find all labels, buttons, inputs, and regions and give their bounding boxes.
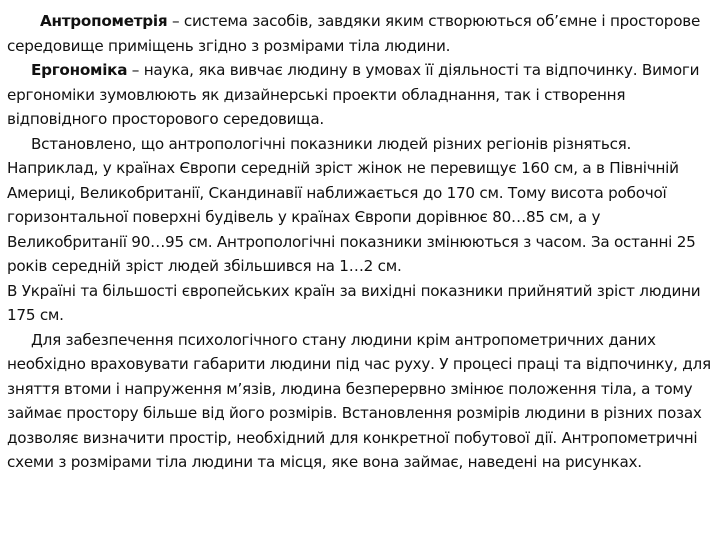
paragraph-ergonomics [7, 58, 714, 132]
paragraph-movement-space [7, 328, 714, 475]
paragraph-ukraine-height: В Україні та більшості європейських країн за вихідні показники прийнятий зріст людини 175 см. [7, 281, 701, 324]
paragraph-anthropometry [7, 9, 714, 58]
term-anthropometry: Антропометрія [40, 12, 168, 30]
paragraph-regional-differences [7, 132, 714, 279]
paragraph-movement-space-text: Для забезпечення психологічного стану людини крім антропометричних даних необхідно враховувати габарити людини під час руху. У процесі праці та відпочинку, для зняття втоми і напруження м’язів, людина безперервно змінює положення тіла, а тому займає простору більше від його розмірів. Встановлення розмірів людини в різних позах дозволяє визначити простір, необхідний для конкретної побутової дії. Антропометричні схеми з розмірами тіла людини та місця, яке вона займає, наведені на рисунках. [7, 330, 711, 471]
definition-ergonomics: – наука, яка вивчає людину в умовах її діяльності та відпочинку. Вимоги ергономіки зумовлюють як дизайнерські проекти обладнання, так і створення відповідного просторового середовища. [7, 61, 700, 128]
term-ergonomics: Ергономіка [31, 61, 128, 79]
definition-anthropometry: – система засобів, завдяки яким створюються об’ємне і просторове середовище приміщень згідно з розмірами тіла людини. [7, 12, 701, 55]
paragraph-regional-differences-text: Встановлено, що антропологічні показники людей різних регіонів різняться. Наприклад, у країнах Європи середній зріст жінок не перевищує 160 см, а в Північній Америці, Великобританії, Скандинавії наближається до 170 см. Тому висота робочої горизонтальної поверхні будівель у країнах Європи дорівнює 80…85 см, а у Великобританії 90…95 см. Антропологічні показники змінюються з часом. За останні 25 років середній зріст людей збільшився на 1…2 см. [7, 134, 696, 275]
